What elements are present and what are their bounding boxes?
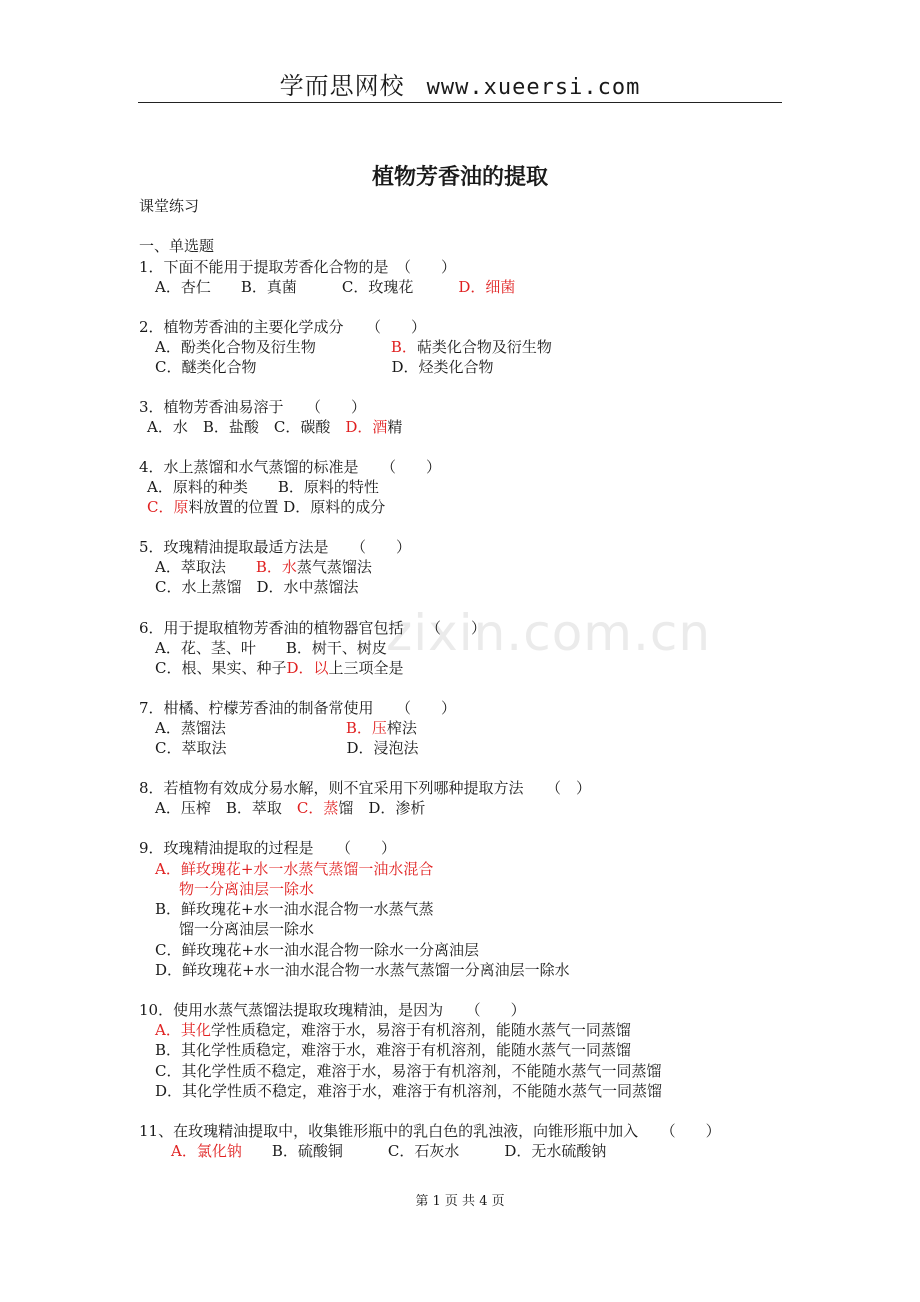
line-text: D．其化学性质不稳定，难溶于水，难溶于有机溶剂，不能随水蒸气一同蒸馏: [155, 1082, 663, 1100]
document-title: 植物芳香油的提取: [371, 165, 548, 190]
text-line: [139, 1000, 526, 1020]
text-line: [155, 658, 404, 678]
text-line: [155, 1020, 631, 1040]
page-header: [138, 66, 782, 101]
line-text: C．醚类化合物 D．烃类化合物: [155, 358, 494, 376]
text-line: [139, 457, 441, 477]
text-line: [155, 859, 433, 879]
text-line: [155, 960, 570, 980]
text-line: [155, 557, 372, 577]
text-line: [147, 497, 385, 517]
text-line: [139, 236, 214, 256]
line-text: 榨法: [386, 719, 417, 737]
line-text: 萜类化合物及衍生物: [416, 338, 552, 356]
line-text: 馏 D．渗析: [338, 799, 426, 817]
text-line: [147, 477, 379, 497]
line-text: C．其化学性质不稳定，难溶于水，易溶于有机溶剂，不能随水蒸气一同蒸馏: [155, 1062, 662, 1080]
text-line: [155, 337, 552, 357]
text-line: [139, 618, 486, 638]
text-line: [155, 1040, 631, 1060]
answer-text: C．原: [147, 498, 189, 516]
answer-text: B．: [390, 338, 417, 356]
line-text: 7．柑橘、柠檬芳香油的制备常使用 （ ）: [139, 699, 457, 717]
text-line: [155, 899, 434, 919]
text-line: [155, 638, 387, 658]
line-text: 料放置的位置 D．原料的成分: [188, 498, 386, 516]
line-text: 3．植物芳香油易溶于 （ ）: [139, 398, 367, 416]
line-text: C．根、果实、种子: [155, 659, 287, 677]
answer-text: A．其化: [155, 1021, 211, 1039]
text-line: [139, 778, 591, 798]
line-text: 4．水上蒸馏和水气蒸馏的标准是 （ ）: [139, 458, 442, 476]
line-text: D．鲜玫瑰花+水一油水混合物一水蒸气蒸馏一分离油层一除水: [155, 961, 570, 979]
text-line: [155, 1081, 662, 1101]
text-line: [139, 1121, 721, 1141]
answer-text: 物一分离油层一除水: [179, 880, 315, 898]
text-line: [139, 698, 456, 718]
line-text: C．水上蒸馏 D．水中蒸馏法: [155, 578, 359, 596]
line-text: A．水 B．盐酸 C．碳酸: [147, 418, 346, 436]
text-line: [139, 196, 199, 216]
text-line: [155, 1061, 661, 1081]
line-text: A．萃取法: [155, 558, 256, 576]
text-line: [139, 317, 426, 337]
line-text: A．压榨 B．萃取: [155, 799, 297, 817]
text-line: [155, 738, 419, 758]
answer-text: B．水: [255, 558, 297, 576]
answer-text: A．鲜玫瑰花+水一水蒸气蒸馏一油水混合: [155, 860, 434, 878]
line-text: 9．玫瑰精油提取的过程是 （ ）: [139, 839, 397, 857]
line-text: A．杏仁 B．真菌 C．玫瑰花: [155, 278, 459, 296]
line-text: 1．下面不能用于提取芳香化合物的是 （ ）: [139, 258, 457, 276]
answer-text: D．酒: [345, 418, 388, 436]
text-line: [171, 1141, 606, 1161]
line-text: 一、单选题: [139, 237, 215, 255]
line-text: 课堂练习: [139, 197, 200, 215]
line-text: B．其化学性质稳定，难溶于水，难溶于有机溶剂，能随水蒸气一同蒸馏: [155, 1041, 632, 1059]
text-line: [139, 838, 396, 858]
header-url: www.xueersi.com: [426, 75, 641, 100]
line-text: B．硫酸铜 C．石灰水 D．无水硫酸钠: [241, 1142, 607, 1160]
text-line: [139, 397, 366, 417]
line-text: A．原料的种类 B．原料的特性: [147, 478, 379, 496]
line-text: 精: [387, 418, 403, 436]
line-text: A．花、茎、叶 B．树干、树皮: [155, 639, 387, 657]
line-text: A．蒸馏法: [155, 719, 346, 737]
answer-text: D．以: [286, 659, 329, 677]
line-text: 2．植物芳香油的主要化学成分 （ ）: [139, 318, 427, 336]
line-text: C．鲜玫瑰花+水一油水混合物一除水一分离油层: [155, 941, 480, 959]
text-line: [155, 798, 425, 818]
header-rule: [138, 102, 782, 103]
line-text: 11、在玫瑰精油提取中，收集锥形瓶中的乳白色的乳浊液，向锥形瓶中加入 （ ）: [139, 1122, 721, 1140]
line-text: C．萃取法 D．浸泡法: [155, 739, 419, 757]
line-text: 蒸气蒸馏法: [296, 558, 372, 576]
text-line: [139, 257, 456, 277]
line-text: 上三项全是: [328, 659, 404, 677]
line-text: 8．若植物有效成分易水解，则不宜采用下列哪种提取方法 （ ）: [139, 779, 592, 797]
line-text: A．酚类化合物及衍生物: [155, 338, 391, 356]
watermark: zixin.com.cn: [386, 604, 712, 662]
text-line: [155, 718, 417, 738]
line-text: B．鲜玫瑰花+水一油水混合物一水蒸气蒸: [155, 900, 434, 918]
answer-text: C．蒸: [296, 799, 339, 817]
text-line: [155, 577, 359, 597]
text-line: [155, 277, 515, 297]
text-line: [179, 919, 314, 939]
answer-text: A．氯化钠: [171, 1142, 242, 1160]
line-text: 5．玫瑰精油提取最适方法是 （ ）: [139, 538, 412, 556]
line-text: 6．用于提取植物芳香油的植物器官包括 （ ）: [139, 619, 487, 637]
text-line: [155, 940, 479, 960]
line-text: 馏一分离油层一除水: [179, 920, 315, 938]
text-line: [179, 879, 314, 899]
line-text: 学性质稳定，难溶于水，易溶于有机溶剂，能随水蒸气一同蒸馏: [210, 1021, 631, 1039]
header-school: 学而思网校: [279, 72, 405, 100]
line-text: 10．使用水蒸气蒸馏法提取玫瑰精油，是因为 （ ）: [139, 1001, 526, 1019]
page-footer: 第 1 页 共 4 页: [415, 1194, 505, 1209]
text-line: [155, 357, 494, 377]
text-line: [147, 417, 402, 437]
answer-text: D．细菌: [458, 278, 516, 296]
text-line: [139, 537, 411, 557]
answer-text: B．压: [345, 719, 387, 737]
